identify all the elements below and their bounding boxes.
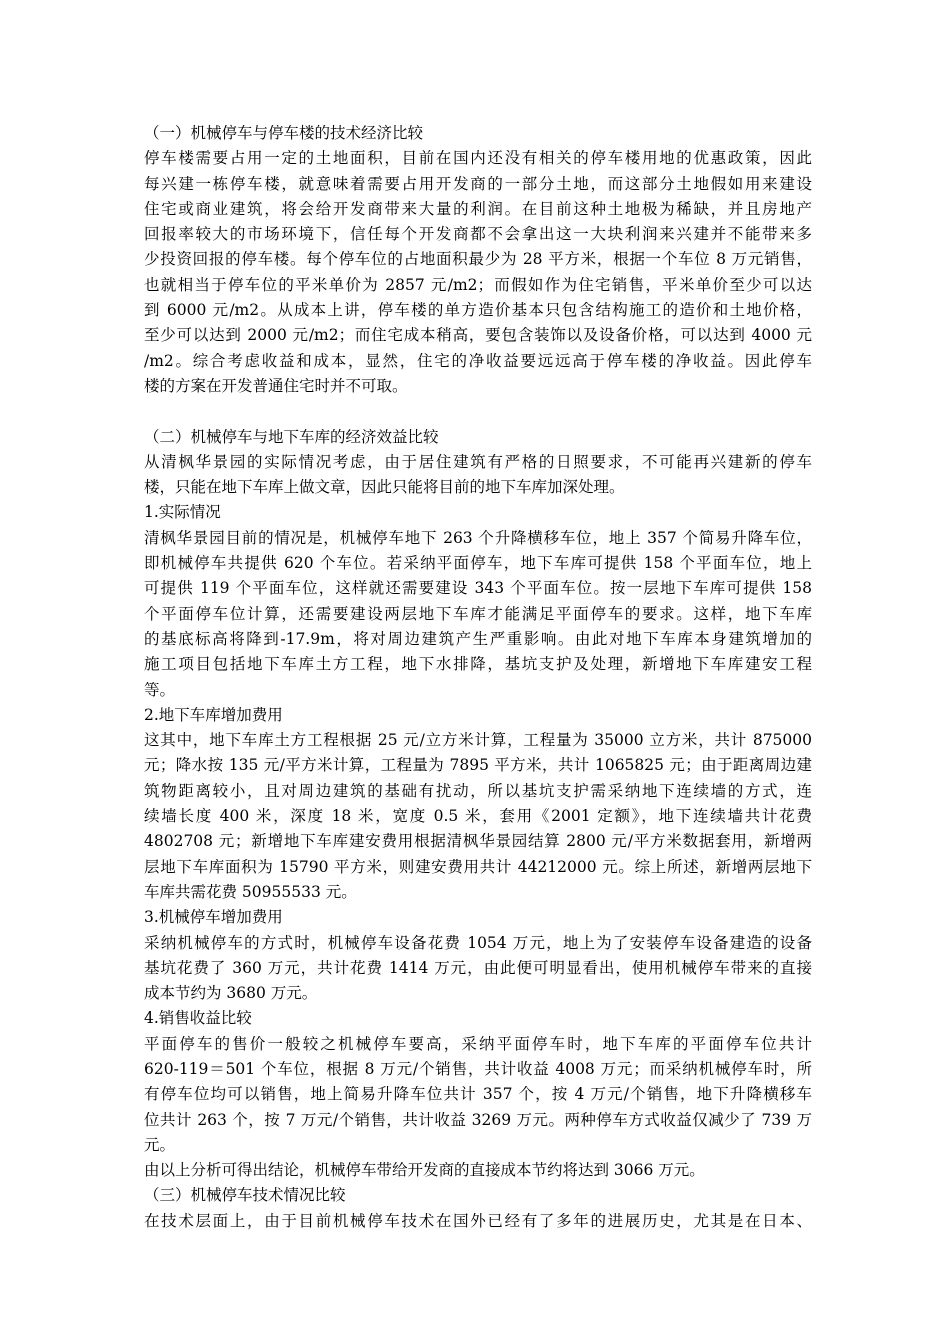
text-line: 从清枫华景园的实际情况考虑，由于居住建筑有严格的日照要求，不可能再兴建新的停车 xyxy=(144,452,812,471)
subsection-1-paragraph xyxy=(144,526,812,703)
section-2-heading: （二）机械停车与地下车库的经济效益比较 xyxy=(144,427,439,446)
text-line: 也就相当于停车位的平米单价为 2857 元/m2；而假如作为住宅销售，平米单价至少可以达 xyxy=(144,275,812,294)
text-line: 清枫华景园目前的情况是，机械停车地下 263 个升降横移车位，地上 357 个简易升降车位， xyxy=(144,528,812,547)
subsection-4-paragraph xyxy=(144,1032,812,1158)
section-1-paragraph xyxy=(144,146,812,399)
section-2-paragraph xyxy=(144,450,812,501)
text-line: 采纳机械停车的方式时，机械停车设备花费 1054 万元，地上为了安装停车设备建造的设备 xyxy=(144,933,812,952)
text-line: 的基底标高将降到-17.9m，将对周边建筑产生严重影响。由此对地下车库本身建筑增加的 xyxy=(144,629,812,648)
text-line: 元。 xyxy=(144,1135,176,1154)
text-line: 住宅或商业建筑，将会给开发商带来大量的利润。在目前这种土地极为稀缺，并且房地产 xyxy=(144,199,812,218)
text-line: 成本节约为 3680 万元。 xyxy=(144,984,318,1003)
text-line: 这其中，地下车库土方工程根据 25 元/立方米计算，工程量为 35000 立方米，共计 875000 xyxy=(144,731,812,750)
section-1-heading: （一）机械停车与停车楼的技术经济比较 xyxy=(144,124,424,142)
subsection-3-paragraph xyxy=(144,931,812,1007)
subsection-2-paragraph xyxy=(144,728,812,905)
text-line: 有停车位均可以销售，地上简易升降车位共计 357 个，按 4 万元/个销售，地下升降横移车 xyxy=(144,1085,812,1104)
text-line: 位共计 263 个，按 7 万元/个销售，共计收益 3269 万元。两种停车方式收益仅减少了 739 万 xyxy=(144,1110,812,1129)
conclusion-line: 由以上分析可得出结论，机械停车带给开发商的直接成本节约将达到 3066 万元。 xyxy=(144,1161,705,1180)
text-line: 个平面停车位计算，还需要建设两层地下车库才能满足平面停车的要求。这样，地下车库 xyxy=(144,604,812,623)
section-3-paragraph xyxy=(144,1209,812,1234)
text-line: 到 6000 元/m2。从成本上讲，停车楼的单方造价基本只包含结构施工的造价和土地价格， xyxy=(144,301,812,320)
text-line: 停车楼需要占用一定的土地面积，目前在国内还没有相关的停车楼用地的优惠政策，因此 xyxy=(144,149,812,168)
document-body xyxy=(144,121,812,1234)
text-line: 续墙长度 400 米，深度 18 米，宽度 0.5 米，套用《2001 定额》，地下连续墙共计花费 xyxy=(144,807,812,826)
subsection-4-heading: 4.销售收益比较 xyxy=(144,1009,252,1028)
text-line: 回报率较大的市场环境下，信任每个开发商都不会拿出这一大块利润来兴建并不能带来多 xyxy=(144,225,812,244)
text-line: 在技术层面上，由于目前机械停车技术在国外已经有了多年的进展历史，尤其是在日本、 xyxy=(144,1211,812,1230)
text-line: 筑物距离较小，且对周边建筑的基础有扰动，所以基坑支护需采纳地下连续墙的方式，连 xyxy=(144,781,812,800)
text-line: 可提供 119 个平面车位，这样就还需要建设 343 个平面车位。按一层地下车库可提供 158 xyxy=(144,579,812,598)
text-line: 平面停车的售价一般较之机械停车要高，采纳平面停车时，地下车库的平面停车位共计 xyxy=(144,1034,812,1053)
text-line: 等。 xyxy=(144,680,176,699)
text-line: 楼，只能在地下车库上做文章，因此只能将目前的地下车库加深处理。 xyxy=(144,478,625,497)
text-line: 即机械停车共提供 620 个车位。若采纳平面停车，地下车库可提供 158 个平面车位，地上 xyxy=(144,554,812,573)
text-line: 基坑花费了 360 万元，共计花费 1414 万元，由此便可明显看出，使用机械停车带来的直接 xyxy=(144,958,812,977)
text-line: 620-119＝501 个车位，根据 8 万元/个销售，共计收益 4008 万元；而采纳机械停车时，所 xyxy=(144,1059,812,1078)
subsection-1-heading: 1.实际情况 xyxy=(144,503,221,522)
blank-line xyxy=(144,399,812,424)
text-line: 至少可以达到 2000 元/m2；而住宅成本稍高，要包含装饰以及设备价格，可以达到 4000 元 xyxy=(144,326,812,345)
text-line: 少投资回报的停车楼。每个停车位的占地面积最少为 28 平方米，根据一个车位 8 万元销售， xyxy=(144,250,812,269)
text-line: 楼的方案在开发普通住宅时并不可取。 xyxy=(144,376,408,395)
subsection-3-heading: 3.机械停车增加费用 xyxy=(144,908,283,927)
text-line: 每兴建一栋停车楼，就意味着需要占用开发商的一部分土地，而这部分土地假如用来建设 xyxy=(144,174,812,193)
text-line: /m2。综合考虑收益和成本，显然，住宅的净收益要远远高于停车楼的净收益。因此停车 xyxy=(144,351,812,370)
subsection-2-heading: 2.地下车库增加费用 xyxy=(144,705,283,724)
text-line: 车库共需花费 50955533 元。 xyxy=(144,882,357,901)
text-line: 元；降水按 135 元/平方米计算，工程量为 7895 平方米，共计 1065825 元；由于距离周边建 xyxy=(144,756,812,775)
text-line: 施工项目包括地下车库土方工程，地下水排降，基坑支护及处理，新增地下车库建安工程 xyxy=(144,655,812,674)
text-line: 4802708 元；新增地下车库建安费用根据清枫华景园结算 2800 元/平方米数据套用，新增两 xyxy=(144,832,812,851)
section-3-heading: （三）机械停车技术情况比较 xyxy=(144,1186,346,1205)
text-line: 层地下车库面积为 15790 平方米，则建安费用共计 44212000 元。综上所述，新增两层地下 xyxy=(144,857,812,876)
